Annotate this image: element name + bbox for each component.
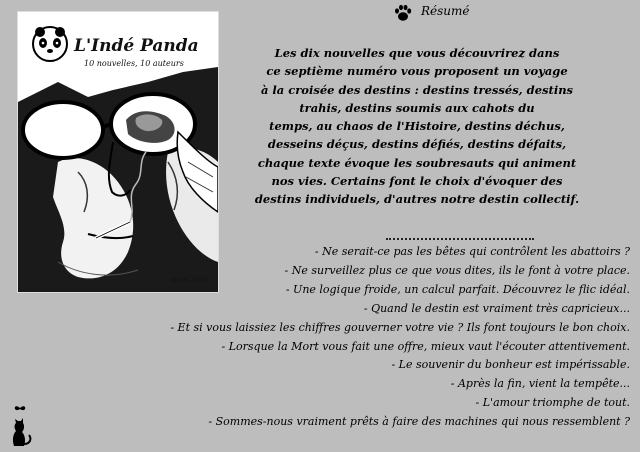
summary-line: à la croisée des destins : destins tressés, destins bbox=[260, 82, 574, 97]
summary-line: chaque texte évoque les soubresauts qui animent bbox=[257, 155, 577, 170]
cover-title: L'Indé Panda bbox=[74, 36, 199, 56]
story-teaser: - L'amour triomphe de tout. bbox=[475, 396, 630, 410]
dotted-separator bbox=[386, 238, 534, 240]
cover-subtitle: 10 nouvelles, 10 auteurs bbox=[84, 59, 184, 68]
summary-line: desseins déçus, destins défiés, destins défaits, bbox=[267, 137, 567, 152]
story-teaser: - Et si vous laissiez les chiffres gouverner votre vie ? Ils font toujours le bon choix. bbox=[170, 320, 630, 334]
summary-line: temps, au chaos de l'Histoire, destins déchus, bbox=[269, 119, 565, 134]
story-teaser: - Une logique froide, un calcul parfait. Découvrez le flic idéal. bbox=[285, 282, 630, 296]
story-teaser: - Après la fin, vient la tempête... bbox=[450, 377, 630, 391]
story-teaser: - Ne serait-ce pas les bêtes qui contrôlent les abattoirs ? bbox=[314, 245, 630, 258]
summary-line: ce septième numéro vous proposent un voyage bbox=[266, 64, 568, 79]
summary-line: destins individuels, d'autres notre destin collectif. bbox=[254, 192, 580, 207]
story-teaser: - Sommes-nous vraiment prêts à faire des machines qui nous ressemblent ? bbox=[208, 415, 630, 429]
summary-paragraph bbox=[222, 44, 612, 209]
story-teaser: - Quand le destin est vraiment très capricieux... bbox=[363, 301, 630, 315]
summary-line: Les dix nouvelles que vous découvrirez dans bbox=[274, 46, 560, 60]
summary-heading: Résumé bbox=[421, 4, 470, 18]
paw-icon bbox=[393, 3, 413, 23]
summary-line: nos vies. Certains font le choix d'évoquer des bbox=[271, 174, 563, 189]
story-teaser: - Ne surveillez plus ce que vous dites, ils le font à votre place. bbox=[284, 263, 630, 277]
cover-date: mars 2019 bbox=[170, 276, 208, 284]
story-teaser: - Lorsque la Mort vous fait une offre, mieux vaut l'écouter attentivement. bbox=[221, 339, 630, 353]
cat-with-butterfly-icon bbox=[6, 404, 34, 448]
panda-logo-icon bbox=[33, 27, 67, 61]
summary-line: trahis, destins soumis aux cahots du bbox=[299, 100, 535, 115]
story-teaser: - Le souvenir du bonheur est impérissable. bbox=[391, 358, 630, 372]
story-list bbox=[170, 243, 630, 432]
